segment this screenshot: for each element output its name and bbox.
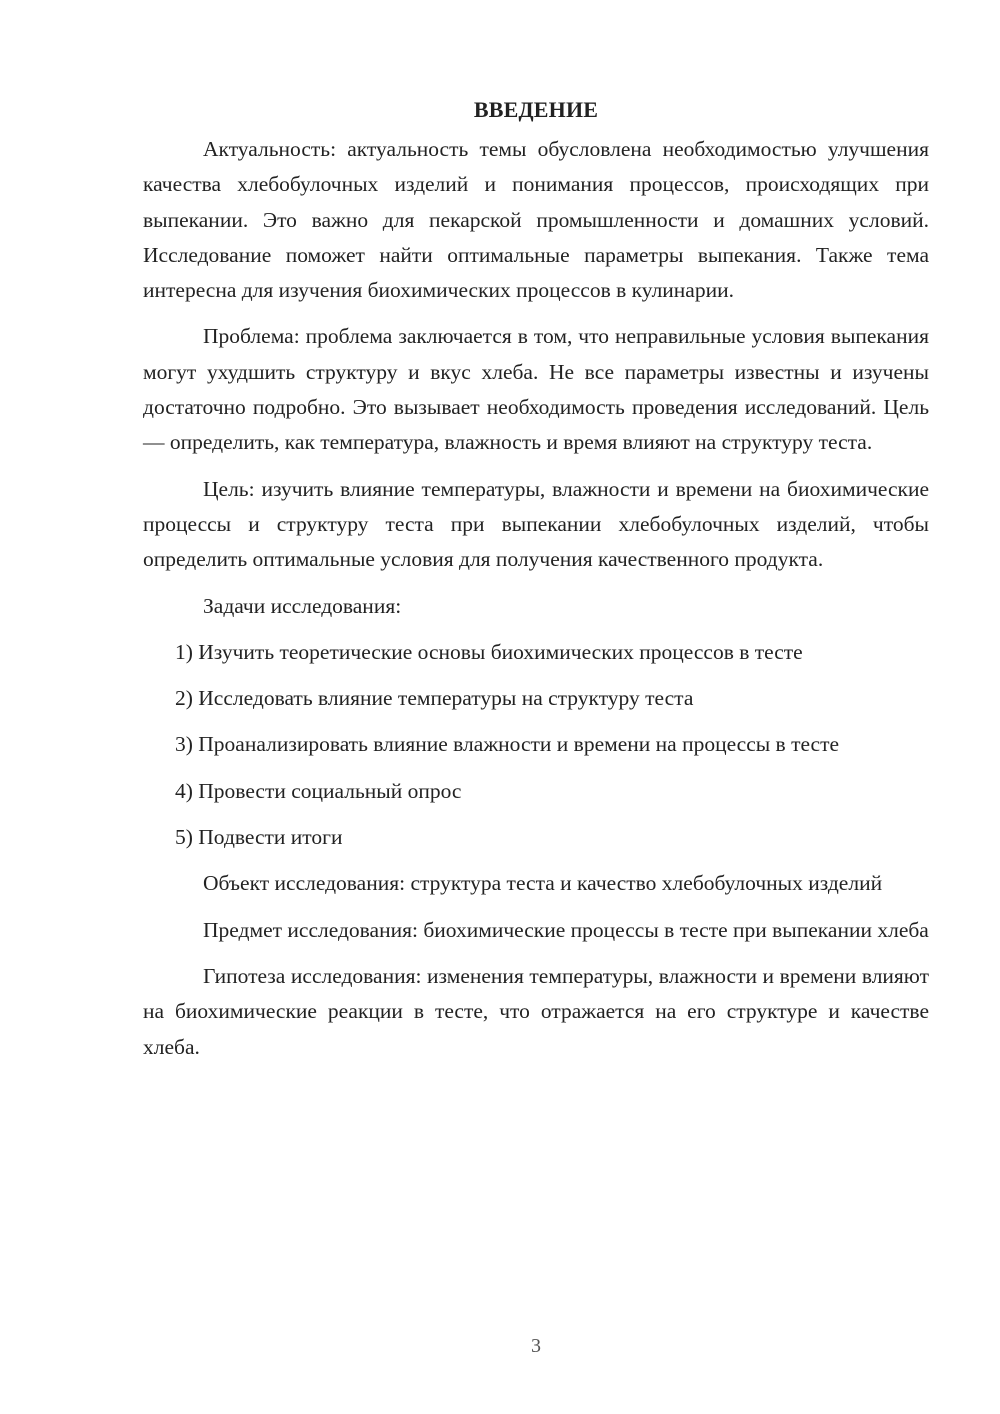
paragraph-relevance: Актуальность: актуальность темы обусловлена необходимостью улучшения качества хлебобулочных изделий и понимания процессов, происходящих при выпекании. Это важно для пекарской промышленности и домашних условий. Исследование поможет найти оптимальные параметры выпекания. Также тема интересна для изучения биохимических процессов в кулинарии. — [143, 137, 929, 303]
paragraph-goal: Цель: изучить влияние температуры, влажности и времени на биохимические процессы и структуру теста при выпекании хлебобулочных изделий, чтобы определить оптимальные условия для получения качественного продукта. — [143, 476, 929, 572]
task-item: 2) Исследовать влияние температуры на структуру теста — [175, 686, 694, 711]
paragraph-object: Объект исследования: структура теста и качество хлебобулочных изделий — [203, 871, 883, 896]
task-item: 5) Подвести итоги — [175, 825, 343, 850]
page-title: ВВЕДЕНИЕ — [473, 97, 599, 122]
paragraph-subject: Предмет исследования: биохимические процессы в тесте при выпекании хлеба — [203, 917, 929, 942]
document-page — [143, 92, 929, 1076]
task-item: 1) Изучить теоретические основы биохимических процессов в тесте — [175, 639, 803, 664]
tasks-heading: Задачи исследования: — [203, 593, 402, 618]
task-item: 4) Провести социальный опрос — [175, 778, 462, 803]
page-number: 3 — [531, 1335, 541, 1357]
task-item: 3) Проанализировать влияние влажности и времени на процессы в тесте — [175, 732, 840, 757]
paragraph-hypothesis: Гипотеза исследования: изменения температуры, влажности и времени влияют на биохимические реакции в тесте, что отражается на его структуре и качестве хлеба. — [143, 963, 929, 1059]
paragraph-problem: Проблема: проблема заключается в том, что неправильные условия выпекания могут ухудшить структуру и вкус хлеба. Не все параметры известны и изучены достаточно подробно. Это вызывает необходимость проведения исследований. Цель — определить, как температура, влажность и время влияют на структуру теста. — [143, 324, 929, 455]
